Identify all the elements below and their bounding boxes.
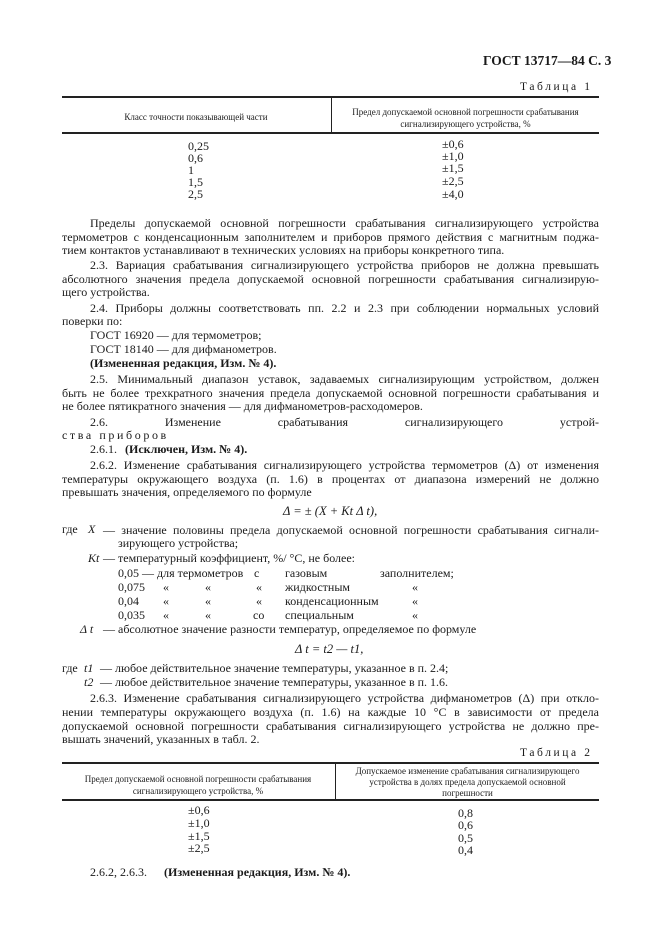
- symbol-kt: Kt: [88, 551, 100, 565]
- standard-reference: ГОСТ 16920 — для термометров;: [90, 328, 262, 342]
- paragraph-line: быть не более трехкратного значения предела допускаемой основной погрешности срабатывания и: [62, 386, 599, 400]
- table1-row-accuracy-class: 1: [188, 163, 194, 177]
- coefficient-value: 0,04: [118, 594, 139, 608]
- table1-header-rule: [62, 132, 599, 134]
- paragraph-line: термометров с конденсационным заполнителем и приборов прямого действия с магнитным поджа-: [62, 230, 599, 244]
- paragraph-line: вышать значений, указанных в табл. 2.: [62, 732, 260, 746]
- table1-row-accuracy-class: 0,6: [188, 151, 203, 165]
- table2-col2-header-line1: Допускаемое изменение срабатывания сигнализирующего: [355, 766, 580, 776]
- definition-line: — температурный коэффициент, %/ °С, не более:: [103, 551, 356, 565]
- paragraph-line: поверки по:: [62, 314, 123, 328]
- table2-top-rule: [62, 762, 599, 764]
- section-heading-line: 2.6. Изменение срабатывания сигнализирующего устрой-: [90, 415, 599, 429]
- coefficient-cell: «: [205, 608, 211, 622]
- coefficient-cell: «: [412, 608, 418, 622]
- symbol-delta-t: Δ t: [80, 622, 94, 636]
- table2-col1-header-line1: Предел допускаемой основной погрешности срабатывания: [84, 774, 312, 784]
- paragraph-line: нении температуры окружающего воздуха (п. 1.6) на каждые 10 °С в зависимости от предела: [62, 705, 599, 719]
- coefficient-filler: конденсационным: [285, 594, 379, 608]
- coefficient-cell: со: [253, 608, 265, 622]
- paragraph-line: щего устройства.: [62, 285, 150, 299]
- table2-row-change: 0,5: [458, 831, 473, 845]
- paragraph-line: абсолютного значения предела допускаемой основной погрешности срабатывания сигнализирую-: [62, 272, 599, 286]
- coefficient-cell: «: [205, 594, 211, 608]
- table1-row-limit: ±0,6: [442, 137, 464, 151]
- definition-line: — любое действительное значение температуры, указанное в п. 2.4;: [100, 661, 449, 675]
- paragraph-line: Пределы допускаемой основной погрешности срабатывания сигнализирующего устройства: [90, 216, 599, 230]
- table2-caption: Таблица 2: [520, 747, 593, 759]
- definition-line: зирующего устройства;: [118, 536, 239, 550]
- table2-col1-header-line2: сигнализирующего устройства, %: [132, 786, 264, 796]
- table2-col2-header-line2: устройства в долях предела допускаемой основной: [369, 777, 566, 787]
- table1-caption: Таблица 1: [520, 81, 593, 93]
- table2-header-rule: [62, 799, 599, 801]
- coefficient-cell: «: [205, 580, 211, 594]
- table2-row-limit: ±0,6: [188, 803, 210, 817]
- revision-note: (Измененная редакция, Изм. № 4).: [90, 356, 277, 370]
- paragraph-line: не более пятикратного значения — для дифманометров-расходомеров.: [62, 399, 423, 413]
- paragraph-line: допускаемой основной погрешности срабатывания сигнализирующего устройства не должно пре-: [62, 719, 599, 733]
- clause-number: 2.6.1.: [90, 442, 117, 456]
- table2-row-change: 0,4: [458, 843, 473, 857]
- symbol-t2: t2: [84, 675, 94, 689]
- paragraph-line: 2.5. Минимальный диапазон уставок, задаваемых сигнализирующим устройством, должен: [90, 372, 599, 386]
- paragraph-line: 2.4. Приборы должны соответствовать пп. 2.2 и 2.3 при соблюдении нормальных условий: [90, 301, 599, 315]
- table1-row-accuracy-class: 0,25: [188, 139, 209, 153]
- coefficient-cell: «: [412, 594, 418, 608]
- standard-reference: ГОСТ 18140 — для дифманометров.: [90, 342, 277, 356]
- where-label: где: [62, 661, 78, 675]
- paragraph-line: превышать значения, определяемого по формуле: [62, 485, 312, 499]
- coefficient-cell: «: [256, 594, 262, 608]
- definition-line: — любое действительное значение температуры, указанное в п. 1.6.: [100, 675, 449, 689]
- definition-line: — значение половины предела допускаемой основной погрешности срабатывания сигнали-: [103, 523, 599, 537]
- table1-row-limit: ±1,0: [442, 149, 464, 163]
- paragraph-line: 2.6.2. Изменение срабатывания сигнализирующего устройства термометров (Δ) от изменения: [90, 458, 599, 472]
- clause-reference: 2.6.2, 2.6.3.: [90, 865, 147, 879]
- symbol-t1: t1: [84, 661, 94, 675]
- coefficient-filler: специальным: [285, 608, 354, 622]
- coefficient-cell: «: [163, 608, 169, 622]
- coefficient-filler: жидкостным: [285, 580, 350, 594]
- coefficient-cell: с: [254, 566, 260, 580]
- coefficient-cell: «: [412, 580, 418, 594]
- table2-col2-header-line3: погрешности: [442, 788, 493, 798]
- table1-row-accuracy-class: 1,5: [188, 175, 203, 189]
- paragraph-line: температуры окружающего воздуха (п. 1.6) в процентах от диапазона измерений не должно: [62, 472, 599, 486]
- table2-row-limit: ±1,0: [188, 816, 210, 830]
- table2-row-change: 0,8: [458, 806, 473, 820]
- where-label: где: [62, 522, 78, 536]
- coefficient-value: 0,075: [118, 580, 145, 594]
- table2-row-change: 0,6: [458, 818, 473, 832]
- formula-delta: Δ = ± (X + Kt Δ t),: [283, 504, 378, 518]
- paragraph-line: 2.3. Вариация срабатывания сигнализирующего устройства приборов не должна превышать: [90, 258, 599, 272]
- coefficient-filler: газовым: [285, 566, 328, 580]
- symbol-x: X: [88, 522, 96, 536]
- paragraph-line: тием контактов устанавливают в технических условиях на приборы конкретного типа.: [62, 243, 505, 257]
- revision-note: (Измененная редакция, Изм. № 4).: [164, 865, 351, 879]
- table1-col2-header-line2: сигнализирующего устройства, %: [400, 119, 531, 129]
- revision-note: (Исключен, Изм. № 4).: [125, 442, 248, 456]
- table1-col1-header: Класс точности показывающей части: [124, 112, 268, 122]
- coefficient-value: 0,05 — для термометров: [118, 566, 244, 580]
- table1-row-limit: ±4,0: [442, 187, 464, 201]
- paragraph-line: 2.6.3. Изменение срабатывания сигнализирующего устройства дифманометров (Δ) при откло-: [90, 691, 599, 705]
- table2-row-limit: ±1,5: [188, 829, 210, 843]
- section-heading-line: ства приборов: [62, 428, 169, 442]
- formula-delta-t: Δ t = t2 — t1,: [295, 642, 364, 656]
- coefficient-cell: «: [256, 580, 262, 594]
- page-header-title: ГОСТ 13717—84 С. 3: [483, 53, 612, 68]
- definition-line: — абсолютное значение разности температур, определяемое по формуле: [103, 622, 477, 636]
- table1-row-accuracy-class: 2,5: [188, 187, 203, 201]
- coefficient-cell: «: [163, 580, 169, 594]
- coefficient-cell: «: [163, 594, 169, 608]
- coefficient-cell: заполнителем;: [380, 566, 454, 580]
- table1-row-limit: ±2,5: [442, 174, 464, 188]
- table2-row-limit: ±2,5: [188, 841, 210, 855]
- coefficient-value: 0,035: [118, 608, 145, 622]
- table1-col2-header-line1: Предел допускаемой основной погрешности срабатывания: [352, 107, 579, 117]
- table1-row-limit: ±1,5: [442, 161, 464, 175]
